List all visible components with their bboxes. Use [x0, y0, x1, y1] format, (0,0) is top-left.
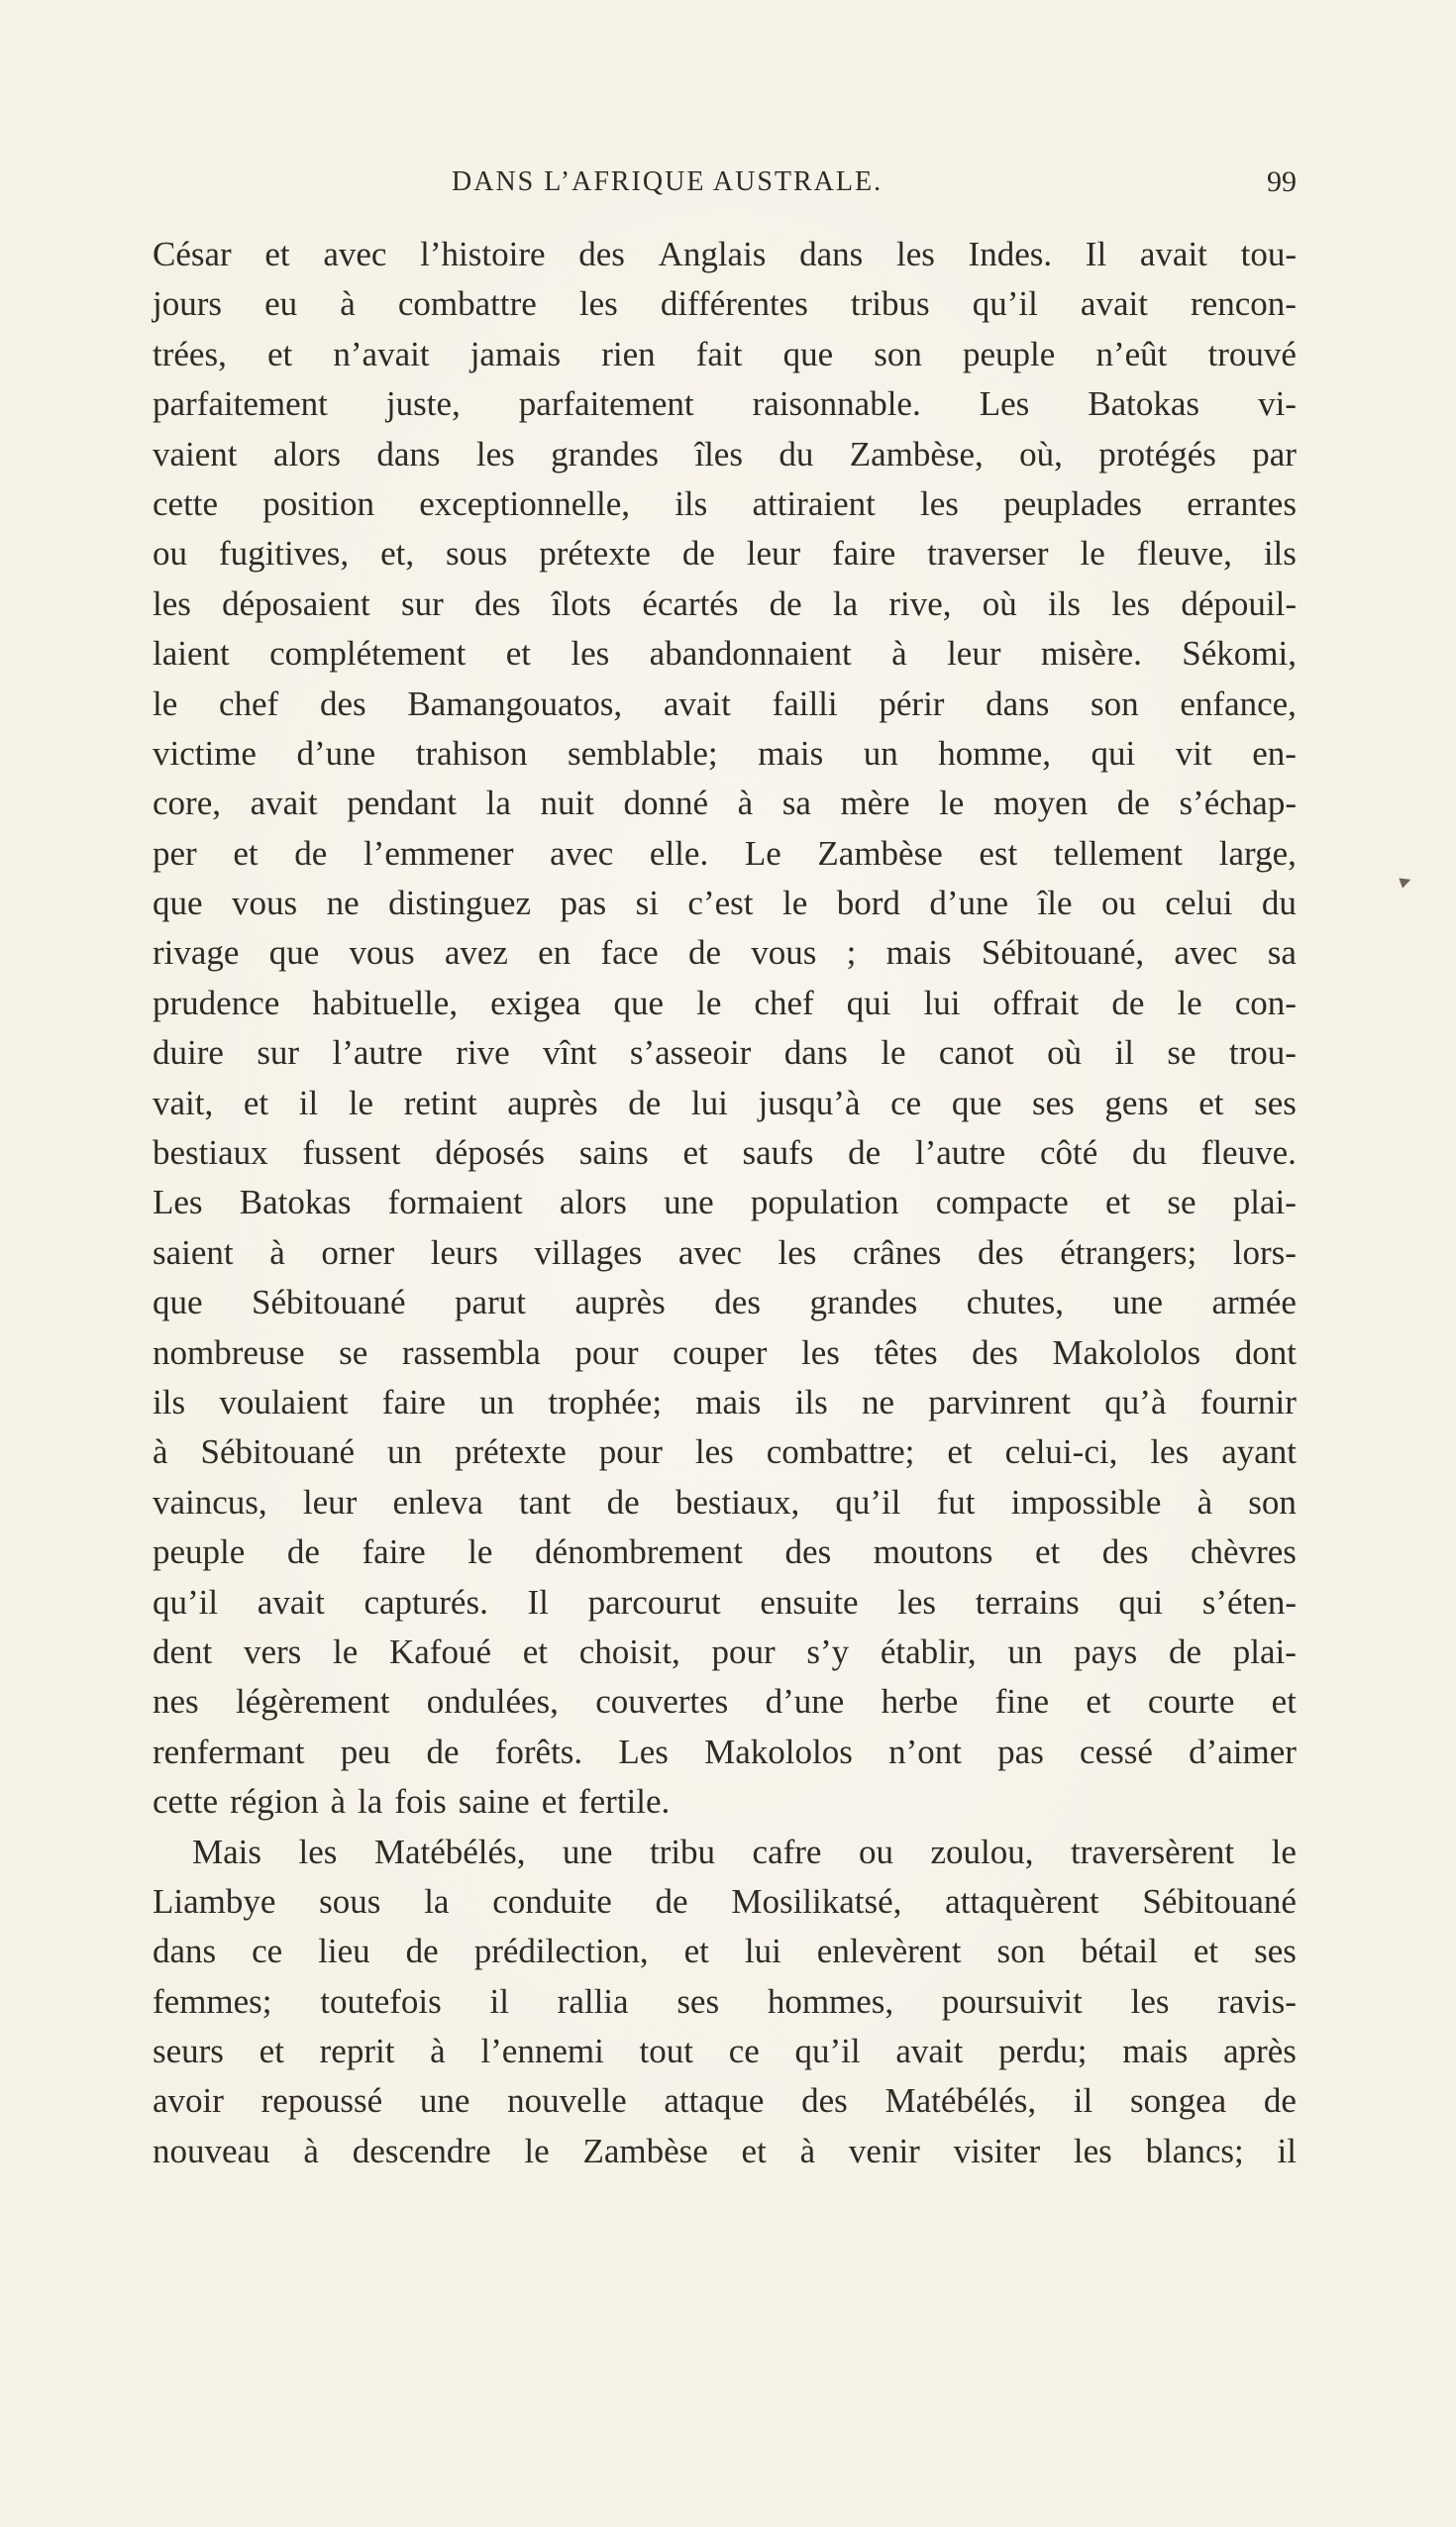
- text-line: rivage que vous avez en face de vous ; mais Sébitouané, avec sa: [153, 933, 1297, 973]
- running-title: DANS L’AFRIQUE AUSTRALE.: [452, 166, 884, 197]
- text-line: nouveau à descendre le Zambèse et à venir visiter les blancs; il: [153, 2131, 1297, 2170]
- text-line: cette région à la fois saine et fertile.: [153, 1782, 671, 1822]
- text-line: prudence habituelle, exigea que le chef qui lui offrait de le con-: [153, 983, 1297, 1022]
- text-line: vaient alors dans les grandes îles du Zambèse, où, protégés par: [153, 434, 1297, 474]
- text-line: nes légèrement ondulées, couvertes d’une herbe fine et courte et: [153, 1682, 1297, 1722]
- text-line: qu’il avait capturés. Il parcourut ensuite les terrains qui s’éten-: [153, 1582, 1297, 1622]
- text-line: les déposaient sur des îlots écartés de la rive, où ils les dépouil-: [153, 583, 1297, 623]
- text-line: dent vers le Kafoué et choisit, pour s’y établir, un pays de plai-: [153, 1632, 1297, 1671]
- text-line: bestiaux fussent déposés sains et saufs de l’autre côté du fleuve.: [153, 1133, 1297, 1173]
- text-line: jours eu à combattre les différentes tribus qu’il avait rencon-: [153, 284, 1297, 324]
- margin-mark: ►: [1394, 868, 1417, 894]
- text-line: seurs et reprit à l’ennemi tout ce qu’il avait perdu; mais après: [153, 2032, 1297, 2071]
- text-line: dans ce lieu de prédilection, et lui enlevèrent son bétail et ses: [153, 1932, 1297, 1971]
- text-line: à Sébitouané un prétexte pour les combattre; et celui-ci, les ayant: [153, 1432, 1297, 1472]
- text-line: saient à orner leurs villages avec les crânes des étrangers; lors-: [153, 1232, 1297, 1272]
- text-line: parfaitement juste, parfaitement raisonnable. Les Batokas vi-: [153, 384, 1297, 424]
- text-line: avoir repoussé une nouvelle attaque des Matébélés, il songea de: [153, 2081, 1297, 2121]
- text-line: vait, et il le retint auprès de lui jusqu’à ce que ses gens et ses: [153, 1083, 1297, 1122]
- text-line: femmes; toutefois il rallia ses hommes, poursuivit les ravis-: [153, 1981, 1297, 2021]
- text-line: que Sébitouané parut auprès des grandes chutes, une armée: [153, 1283, 1297, 1322]
- page-number: 99: [1267, 165, 1297, 198]
- text-line: Les Batokas formaient alors une population compacte et se plai-: [153, 1183, 1297, 1222]
- text-line: nombreuse se rassembla pour couper les têtes des Makololos dont: [153, 1332, 1297, 1372]
- text-line: cette position exceptionnelle, ils attiraient les peuplades errantes: [153, 483, 1297, 523]
- text-line: peuple de faire le dénombrement des moutons et des chèvres: [153, 1532, 1297, 1572]
- text-line: laient complétement et les abandonnaient à leur misère. Sékomi,: [153, 634, 1297, 674]
- text-line: victime d’une trahison semblable; mais un homme, qui vit en-: [153, 733, 1297, 773]
- text-line: vaincus, leur enleva tant de bestiaux, qu’il fut impossible à son: [153, 1482, 1297, 1522]
- text-line: le chef des Bamangouatos, avait failli périr dans son enfance,: [153, 684, 1297, 723]
- body-text: [153, 230, 1297, 2176]
- text-line: per et de l’emmener avec elle. Le Zambèse est tellement large,: [153, 833, 1297, 873]
- text-line: trées, et n’avait jamais rien fait que son peuple n’eût trouvé: [153, 334, 1297, 373]
- text-line: que vous ne distinguez pas si c’est le bord d’une île ou celui du: [153, 884, 1297, 923]
- text-line: renfermant peu de forêts. Les Makololos n’ont pas cessé d’aimer: [153, 1732, 1297, 1771]
- text-line: ils voulaient faire un trophée; mais ils ne parvinrent qu’à fournir: [153, 1382, 1297, 1421]
- text-line: ou fugitives, et, sous prétexte de leur faire traverser le fleuve, ils: [153, 534, 1297, 574]
- text-line: Liambye sous la conduite de Mosilikatsé, attaquèrent Sébitouané: [153, 1881, 1297, 1921]
- text-line: César et avec l’histoire des Anglais dans les Indes. Il avait tou-: [153, 235, 1297, 273]
- text-line: core, avait pendant la nuit donné à sa mère le moyen de s’échap-: [153, 784, 1297, 823]
- running-head: [153, 162, 1297, 202]
- text-line: duire sur l’autre rive vînt s’asseoir dans le canot où il se trou-: [153, 1033, 1297, 1073]
- text-line: Mais les Matébélés, une tribu cafre ou zoulou, traversèrent le: [192, 1832, 1297, 1871]
